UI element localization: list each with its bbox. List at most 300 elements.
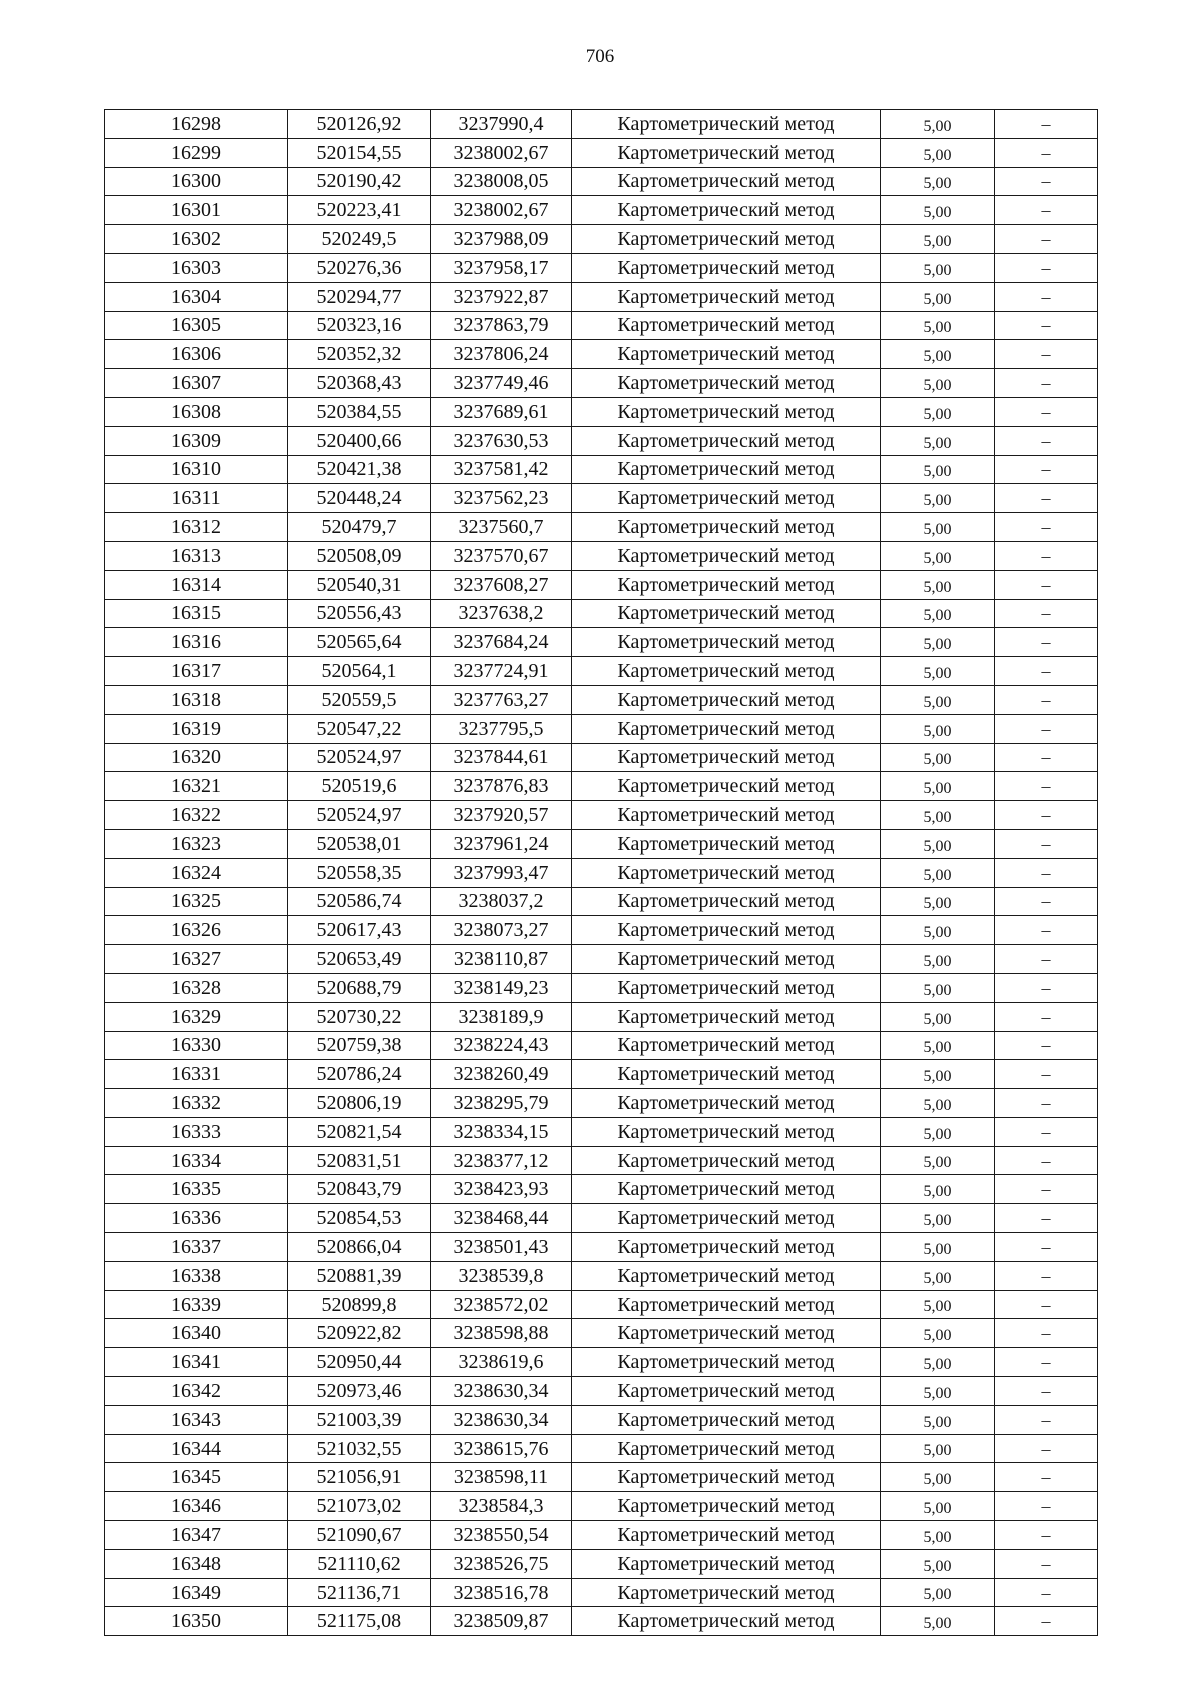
note-cell: – (995, 1434, 1098, 1463)
note-cell: – (995, 1290, 1098, 1319)
table-row (105, 397, 1098, 426)
accuracy-cell: 5,00 (881, 311, 995, 340)
x-coordinate-cell: 520730,22 (288, 1002, 431, 1031)
note-cell: – (995, 973, 1098, 1002)
x-coordinate-cell: 520400,66 (288, 426, 431, 455)
table-row (105, 1175, 1098, 1204)
table-row (105, 743, 1098, 772)
y-coordinate-cell: 3238468,44 (431, 1204, 572, 1233)
method-cell: Картометрический метод (572, 858, 881, 887)
x-coordinate-cell: 520524,97 (288, 743, 431, 772)
y-coordinate-cell: 3237988,09 (431, 225, 572, 254)
y-coordinate-cell: 3238002,67 (431, 196, 572, 225)
table-row (105, 1578, 1098, 1607)
note-cell: – (995, 1233, 1098, 1262)
y-coordinate-cell: 3237724,91 (431, 657, 572, 686)
y-coordinate-cell: 3238630,34 (431, 1405, 572, 1434)
point-number-cell: 16329 (105, 1002, 288, 1031)
method-cell: Картометрический метод (572, 110, 881, 139)
accuracy-cell: 5,00 (881, 1319, 995, 1348)
accuracy-cell: 5,00 (881, 657, 995, 686)
table-row (105, 110, 1098, 139)
note-cell: – (995, 1175, 1098, 1204)
note-cell: – (995, 743, 1098, 772)
note-cell: – (995, 1002, 1098, 1031)
table-row (105, 1002, 1098, 1031)
note-cell: – (995, 397, 1098, 426)
y-coordinate-cell: 3237638,2 (431, 599, 572, 628)
table-row (105, 167, 1098, 196)
y-coordinate-cell: 3238423,93 (431, 1175, 572, 1204)
accuracy-cell: 5,00 (881, 1002, 995, 1031)
x-coordinate-cell: 520540,31 (288, 570, 431, 599)
table-row (105, 858, 1098, 887)
note-cell: – (995, 772, 1098, 801)
point-number-cell: 16343 (105, 1405, 288, 1434)
y-coordinate-cell: 3238295,79 (431, 1089, 572, 1118)
y-coordinate-cell: 3237844,61 (431, 743, 572, 772)
table-row (105, 1348, 1098, 1377)
x-coordinate-cell: 520323,16 (288, 311, 431, 340)
point-number-cell: 16320 (105, 743, 288, 772)
method-cell: Картометрический метод (572, 916, 881, 945)
x-coordinate-cell: 520352,32 (288, 340, 431, 369)
accuracy-cell: 5,00 (881, 455, 995, 484)
method-cell: Картометрический метод (572, 369, 881, 398)
y-coordinate-cell: 3238149,23 (431, 973, 572, 1002)
y-coordinate-cell: 3238260,49 (431, 1060, 572, 1089)
point-number-cell: 16300 (105, 167, 288, 196)
table-row (105, 916, 1098, 945)
x-coordinate-cell: 520368,43 (288, 369, 431, 398)
point-number-cell: 16348 (105, 1549, 288, 1578)
x-coordinate-cell: 521110,62 (288, 1549, 431, 1578)
table-row (105, 1117, 1098, 1146)
method-cell: Картометрический метод (572, 1146, 881, 1175)
accuracy-cell: 5,00 (881, 685, 995, 714)
note-cell: – (995, 455, 1098, 484)
y-coordinate-cell: 3238619,6 (431, 1348, 572, 1377)
table-row (105, 196, 1098, 225)
method-cell: Картометрический метод (572, 973, 881, 1002)
note-cell: – (995, 1060, 1098, 1089)
method-cell: Картометрический метод (572, 455, 881, 484)
method-cell: Картометрический метод (572, 1233, 881, 1262)
note-cell: – (995, 110, 1098, 139)
accuracy-cell: 5,00 (881, 110, 995, 139)
accuracy-cell: 5,00 (881, 541, 995, 570)
method-cell: Картометрический метод (572, 1377, 881, 1406)
point-number-cell: 16322 (105, 801, 288, 830)
accuracy-cell: 5,00 (881, 599, 995, 628)
table-row (105, 340, 1098, 369)
point-number-cell: 16344 (105, 1434, 288, 1463)
accuracy-cell: 5,00 (881, 225, 995, 254)
note-cell: – (995, 829, 1098, 858)
y-coordinate-cell: 3237863,79 (431, 311, 572, 340)
point-number-cell: 16332 (105, 1089, 288, 1118)
method-cell: Картометрический метод (572, 1578, 881, 1607)
y-coordinate-cell: 3238630,34 (431, 1377, 572, 1406)
note-cell: – (995, 253, 1098, 282)
accuracy-cell: 5,00 (881, 1607, 995, 1636)
method-cell: Картометрический метод (572, 1261, 881, 1290)
y-coordinate-cell: 3237630,53 (431, 426, 572, 455)
accuracy-cell: 5,00 (881, 484, 995, 513)
note-cell: – (995, 1377, 1098, 1406)
accuracy-cell: 5,00 (881, 369, 995, 398)
accuracy-cell: 5,00 (881, 1463, 995, 1492)
point-number-cell: 16316 (105, 628, 288, 657)
table-row (105, 714, 1098, 743)
y-coordinate-cell: 3237961,24 (431, 829, 572, 858)
accuracy-cell: 5,00 (881, 167, 995, 196)
y-coordinate-cell: 3238539,8 (431, 1261, 572, 1290)
table-row (105, 628, 1098, 657)
method-cell: Картометрический метод (572, 599, 881, 628)
y-coordinate-cell: 3237570,67 (431, 541, 572, 570)
point-number-cell: 16337 (105, 1233, 288, 1262)
method-cell: Картометрический метод (572, 1290, 881, 1319)
table-row (105, 887, 1098, 916)
point-number-cell: 16336 (105, 1204, 288, 1233)
accuracy-cell: 5,00 (881, 858, 995, 887)
y-coordinate-cell: 3238584,3 (431, 1492, 572, 1521)
method-cell: Картометрический метод (572, 743, 881, 772)
page-number: 706 (585, 46, 615, 67)
note-cell: – (995, 1204, 1098, 1233)
method-cell: Картометрический метод (572, 628, 881, 657)
y-coordinate-cell: 3238189,9 (431, 1002, 572, 1031)
x-coordinate-cell: 521073,02 (288, 1492, 431, 1521)
note-cell: – (995, 484, 1098, 513)
x-coordinate-cell: 521056,91 (288, 1463, 431, 1492)
note-cell: – (995, 1146, 1098, 1175)
note-cell: – (995, 369, 1098, 398)
table-row (105, 138, 1098, 167)
accuracy-cell: 5,00 (881, 513, 995, 542)
table-row (105, 1319, 1098, 1348)
accuracy-cell: 5,00 (881, 196, 995, 225)
accuracy-cell: 5,00 (881, 1521, 995, 1550)
point-number-cell: 16318 (105, 685, 288, 714)
x-coordinate-cell: 520759,38 (288, 1031, 431, 1060)
x-coordinate-cell: 520564,1 (288, 657, 431, 686)
y-coordinate-cell: 3238037,2 (431, 887, 572, 916)
coordinates-table (104, 109, 1098, 1636)
table-row (105, 1146, 1098, 1175)
accuracy-cell: 5,00 (881, 570, 995, 599)
point-number-cell: 16334 (105, 1146, 288, 1175)
y-coordinate-cell: 3237806,24 (431, 340, 572, 369)
coordinates-table-body (105, 110, 1098, 1636)
note-cell: – (995, 570, 1098, 599)
accuracy-cell: 5,00 (881, 1031, 995, 1060)
method-cell: Картометрический метод (572, 1549, 881, 1578)
x-coordinate-cell: 520294,77 (288, 282, 431, 311)
point-number-cell: 16308 (105, 397, 288, 426)
table-row (105, 801, 1098, 830)
method-cell: Картометрический метод (572, 196, 881, 225)
table-row (105, 513, 1098, 542)
point-number-cell: 16305 (105, 311, 288, 340)
table-row (105, 599, 1098, 628)
table-row (105, 1377, 1098, 1406)
accuracy-cell: 5,00 (881, 628, 995, 657)
point-number-cell: 16306 (105, 340, 288, 369)
y-coordinate-cell: 3238516,78 (431, 1578, 572, 1607)
point-number-cell: 16328 (105, 973, 288, 1002)
point-number-cell: 16349 (105, 1578, 288, 1607)
note-cell: – (995, 513, 1098, 542)
table-row (105, 1031, 1098, 1060)
note-cell: – (995, 1405, 1098, 1434)
accuracy-cell: 5,00 (881, 945, 995, 974)
y-coordinate-cell: 3237560,7 (431, 513, 572, 542)
method-cell: Картометрический метод (572, 1002, 881, 1031)
point-number-cell: 16330 (105, 1031, 288, 1060)
point-number-cell: 16321 (105, 772, 288, 801)
point-number-cell: 16311 (105, 484, 288, 513)
table-row (105, 1290, 1098, 1319)
y-coordinate-cell: 3237993,47 (431, 858, 572, 887)
y-coordinate-cell: 3238501,43 (431, 1233, 572, 1262)
point-number-cell: 16309 (105, 426, 288, 455)
accuracy-cell: 5,00 (881, 887, 995, 916)
table-row (105, 1233, 1098, 1262)
x-coordinate-cell: 520586,74 (288, 887, 431, 916)
accuracy-cell: 5,00 (881, 1089, 995, 1118)
note-cell: – (995, 1348, 1098, 1377)
point-number-cell: 16335 (105, 1175, 288, 1204)
note-cell: – (995, 628, 1098, 657)
accuracy-cell: 5,00 (881, 829, 995, 858)
note-cell: – (995, 657, 1098, 686)
accuracy-cell: 5,00 (881, 1261, 995, 1290)
note-cell: – (995, 1117, 1098, 1146)
note-cell: – (995, 858, 1098, 887)
note-cell: – (995, 1549, 1098, 1578)
note-cell: – (995, 282, 1098, 311)
point-number-cell: 16345 (105, 1463, 288, 1492)
table-row (105, 1549, 1098, 1578)
accuracy-cell: 5,00 (881, 253, 995, 282)
note-cell: – (995, 541, 1098, 570)
note-cell: – (995, 945, 1098, 974)
x-coordinate-cell: 520922,82 (288, 1319, 431, 1348)
x-coordinate-cell: 520126,92 (288, 110, 431, 139)
method-cell: Картометрический метод (572, 801, 881, 830)
method-cell: Картометрический метод (572, 513, 881, 542)
method-cell: Картометрический метод (572, 657, 881, 686)
table-row (105, 253, 1098, 282)
table-row (105, 1463, 1098, 1492)
x-coordinate-cell: 520899,8 (288, 1290, 431, 1319)
point-number-cell: 16341 (105, 1348, 288, 1377)
point-number-cell: 16314 (105, 570, 288, 599)
x-coordinate-cell: 520556,43 (288, 599, 431, 628)
method-cell: Картометрический метод (572, 1492, 881, 1521)
y-coordinate-cell: 3237922,87 (431, 282, 572, 311)
note-cell: – (995, 340, 1098, 369)
note-cell: – (995, 887, 1098, 916)
accuracy-cell: 5,00 (881, 772, 995, 801)
table-row (105, 282, 1098, 311)
table-row (105, 1405, 1098, 1434)
accuracy-cell: 5,00 (881, 1348, 995, 1377)
y-coordinate-cell: 3237581,42 (431, 455, 572, 484)
y-coordinate-cell: 3238526,75 (431, 1549, 572, 1578)
point-number-cell: 16315 (105, 599, 288, 628)
point-number-cell: 16307 (105, 369, 288, 398)
x-coordinate-cell: 520565,64 (288, 628, 431, 657)
method-cell: Картометрический метод (572, 714, 881, 743)
x-coordinate-cell: 521175,08 (288, 1607, 431, 1636)
point-number-cell: 16301 (105, 196, 288, 225)
method-cell: Картометрический метод (572, 397, 881, 426)
accuracy-cell: 5,00 (881, 1578, 995, 1607)
accuracy-cell: 5,00 (881, 1405, 995, 1434)
table-row (105, 455, 1098, 484)
point-number-cell: 16342 (105, 1377, 288, 1406)
table-row (105, 1521, 1098, 1550)
x-coordinate-cell: 520806,19 (288, 1089, 431, 1118)
x-coordinate-cell: 520559,5 (288, 685, 431, 714)
x-coordinate-cell: 521090,67 (288, 1521, 431, 1550)
method-cell: Картометрический метод (572, 1348, 881, 1377)
x-coordinate-cell: 520866,04 (288, 1233, 431, 1262)
point-number-cell: 16299 (105, 138, 288, 167)
accuracy-cell: 5,00 (881, 282, 995, 311)
accuracy-cell: 5,00 (881, 1146, 995, 1175)
point-number-cell: 16303 (105, 253, 288, 282)
y-coordinate-cell: 3237920,57 (431, 801, 572, 830)
point-number-cell: 16319 (105, 714, 288, 743)
x-coordinate-cell: 520831,51 (288, 1146, 431, 1175)
x-coordinate-cell: 520508,09 (288, 541, 431, 570)
y-coordinate-cell: 3238509,87 (431, 1607, 572, 1636)
method-cell: Картометрический метод (572, 225, 881, 254)
table-row (105, 973, 1098, 1002)
method-cell: Картометрический метод (572, 772, 881, 801)
method-cell: Картометрический метод (572, 945, 881, 974)
point-number-cell: 16331 (105, 1060, 288, 1089)
accuracy-cell: 5,00 (881, 714, 995, 743)
note-cell: – (995, 1492, 1098, 1521)
x-coordinate-cell: 520617,43 (288, 916, 431, 945)
y-coordinate-cell: 3237608,27 (431, 570, 572, 599)
y-coordinate-cell: 3238615,76 (431, 1434, 572, 1463)
x-coordinate-cell: 520190,42 (288, 167, 431, 196)
table-row (105, 311, 1098, 340)
y-coordinate-cell: 3238550,54 (431, 1521, 572, 1550)
table-row (105, 426, 1098, 455)
y-coordinate-cell: 3237795,5 (431, 714, 572, 743)
x-coordinate-cell: 520223,41 (288, 196, 431, 225)
method-cell: Картометрический метод (572, 426, 881, 455)
accuracy-cell: 5,00 (881, 397, 995, 426)
x-coordinate-cell: 520538,01 (288, 829, 431, 858)
point-number-cell: 16326 (105, 916, 288, 945)
y-coordinate-cell: 3238224,43 (431, 1031, 572, 1060)
method-cell: Картометрический метод (572, 1117, 881, 1146)
y-coordinate-cell: 3237958,17 (431, 253, 572, 282)
table-row (105, 1060, 1098, 1089)
x-coordinate-cell: 520973,46 (288, 1377, 431, 1406)
method-cell: Картометрический метод (572, 1089, 881, 1118)
note-cell: – (995, 1578, 1098, 1607)
y-coordinate-cell: 3237876,83 (431, 772, 572, 801)
method-cell: Картометрический метод (572, 570, 881, 599)
point-number-cell: 16339 (105, 1290, 288, 1319)
method-cell: Картометрический метод (572, 253, 881, 282)
accuracy-cell: 5,00 (881, 1175, 995, 1204)
method-cell: Картометрический метод (572, 1521, 881, 1550)
point-number-cell: 16298 (105, 110, 288, 139)
note-cell: – (995, 1089, 1098, 1118)
accuracy-cell: 5,00 (881, 1060, 995, 1089)
table-row (105, 685, 1098, 714)
point-number-cell: 16340 (105, 1319, 288, 1348)
table-row (105, 225, 1098, 254)
accuracy-cell: 5,00 (881, 1492, 995, 1521)
x-coordinate-cell: 520881,39 (288, 1261, 431, 1290)
x-coordinate-cell: 520249,5 (288, 225, 431, 254)
accuracy-cell: 5,00 (881, 1204, 995, 1233)
x-coordinate-cell: 521136,71 (288, 1578, 431, 1607)
point-number-cell: 16333 (105, 1117, 288, 1146)
x-coordinate-cell: 520519,6 (288, 772, 431, 801)
note-cell: – (995, 196, 1098, 225)
point-number-cell: 16338 (105, 1261, 288, 1290)
point-number-cell: 16346 (105, 1492, 288, 1521)
method-cell: Картометрический метод (572, 1463, 881, 1492)
y-coordinate-cell: 3238008,05 (431, 167, 572, 196)
point-number-cell: 16313 (105, 541, 288, 570)
y-coordinate-cell: 3238334,15 (431, 1117, 572, 1146)
table-row (105, 484, 1098, 513)
y-coordinate-cell: 3237689,61 (431, 397, 572, 426)
point-number-cell: 16350 (105, 1607, 288, 1636)
x-coordinate-cell: 520688,79 (288, 973, 431, 1002)
method-cell: Картометрический метод (572, 282, 881, 311)
note-cell: – (995, 311, 1098, 340)
point-number-cell: 16324 (105, 858, 288, 887)
y-coordinate-cell: 3237990,4 (431, 110, 572, 139)
table-row (105, 1204, 1098, 1233)
x-coordinate-cell: 520547,22 (288, 714, 431, 743)
point-number-cell: 16327 (105, 945, 288, 974)
note-cell: – (995, 1031, 1098, 1060)
table-row (105, 570, 1098, 599)
y-coordinate-cell: 3238598,88 (431, 1319, 572, 1348)
table-row (105, 1607, 1098, 1636)
note-cell: – (995, 167, 1098, 196)
accuracy-cell: 5,00 (881, 973, 995, 1002)
table-row (105, 1434, 1098, 1463)
method-cell: Картометрический метод (572, 167, 881, 196)
table-row (105, 369, 1098, 398)
y-coordinate-cell: 3237562,23 (431, 484, 572, 513)
note-cell: – (995, 801, 1098, 830)
y-coordinate-cell: 3238110,87 (431, 945, 572, 974)
accuracy-cell: 5,00 (881, 1233, 995, 1262)
x-coordinate-cell: 520276,36 (288, 253, 431, 282)
y-coordinate-cell: 3237749,46 (431, 369, 572, 398)
y-coordinate-cell: 3238572,02 (431, 1290, 572, 1319)
method-cell: Картометрический метод (572, 311, 881, 340)
note-cell: – (995, 685, 1098, 714)
